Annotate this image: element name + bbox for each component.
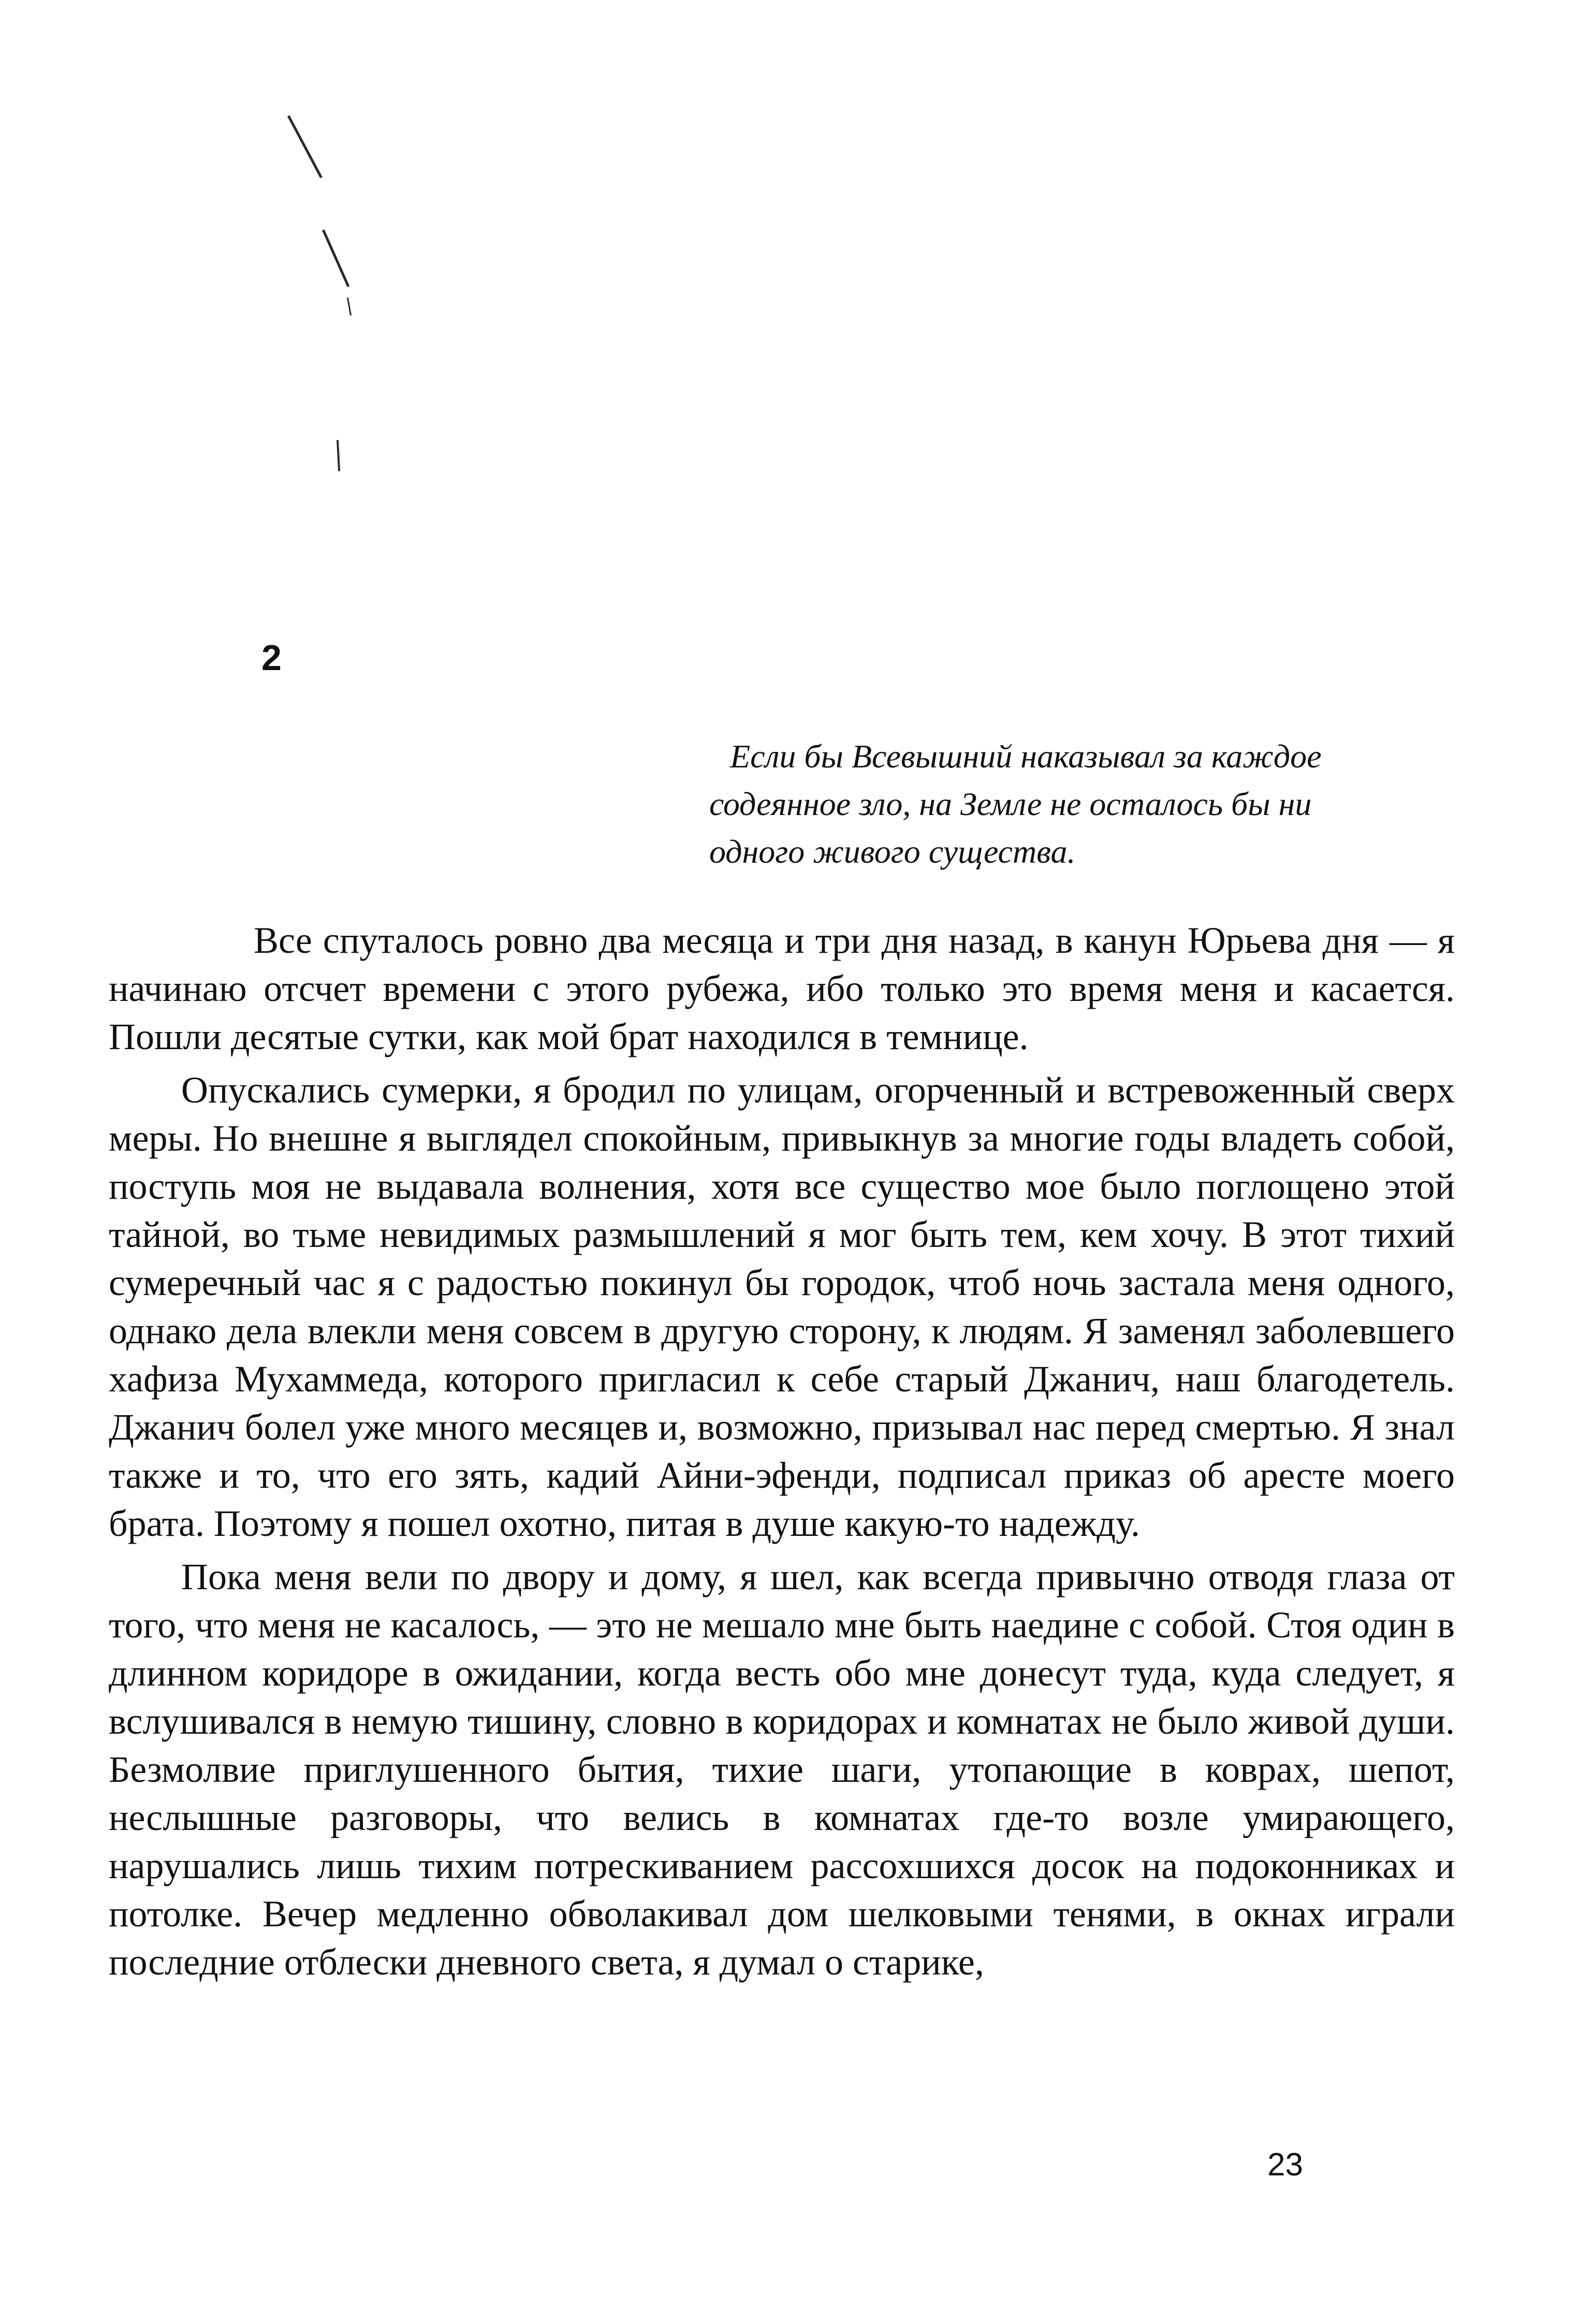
paragraph: Все спуталось ровно два месяца и три дня назад, в канун Юрьева дня — я начинаю отсчет времени с этого рубежа, ибо только это время меня и касается. Пошли десятые сутки, как мой брат находился в темнице.	[109, 920, 1455, 1057]
scan-mark	[287, 115, 323, 179]
chapter-number: 2	[261, 637, 282, 678]
epigraph	[709, 733, 1465, 876]
scan-mark	[347, 297, 352, 315]
paragraph: Опускались сумерки, я бродил по улицам, огорченный и встревоженный сверх меры. Но внешне я выглядел спокойным, привыкнув за многие годы владеть собой, поступь моя не выдавала волнения, хотя все существо мое было поглощено этой тайной, во тьме невидимых размышлений я мог быть тем, кем хочу. В этот тихий сумеречный час я с радостью покинул бы городок, чтоб ночь застала меня одного, однако дела влекли меня совсем в другую сторону, к людям. Я заменял заболевшего хафиза Мухаммеда, которого пригласил к себе старый Джанич, наш благодетель. Джанич болел уже много месяцев и, возможно, призывал нас перед смертью. Я знал также и то, что его зять, кадий Айни-эфенди, подписал приказ об аресте моего брата. Поэтому я пошел охотно, питая в душе какую-то надежду.	[109, 1069, 1455, 1544]
epigraph-line: содеянное зло, на Земле не осталось бы ни	[709, 786, 1312, 822]
epigraph-line: Если бы Всевышний наказывал за каждое	[730, 738, 1322, 775]
page-number: 23	[1267, 2147, 1303, 2183]
paragraph: Пока меня вели по двору и дому, я шел, как всегда привычно отводя глаза от того, что меня не касалось, — это не мешало мне быть наедине с собой. Стоя один в длинном коридоре в ожидании, когда весть обо мне донесут туда, куда следует, я вслушивался в немую тишину, словно в коридорах и комнатах не было живой души. Безмолвие приглушенного бытия, тихие шаги, утопающие в коврах, шепот, неслышные разговоры, что велись в комнатах где-то возле умирающего, нарушались лишь тихим потрескиванием рассохшихся досок на подоконниках и потолке. Вечер медленно обволакивал дом шелковыми тенями, в окнах играли последние отблески дневного света, я думал о старике,	[109, 1556, 1455, 1983]
scan-mark	[337, 440, 340, 471]
epigraph-line: одного живого существа.	[709, 833, 1076, 870]
body-text	[109, 917, 1455, 1992]
scan-mark	[322, 229, 349, 287]
